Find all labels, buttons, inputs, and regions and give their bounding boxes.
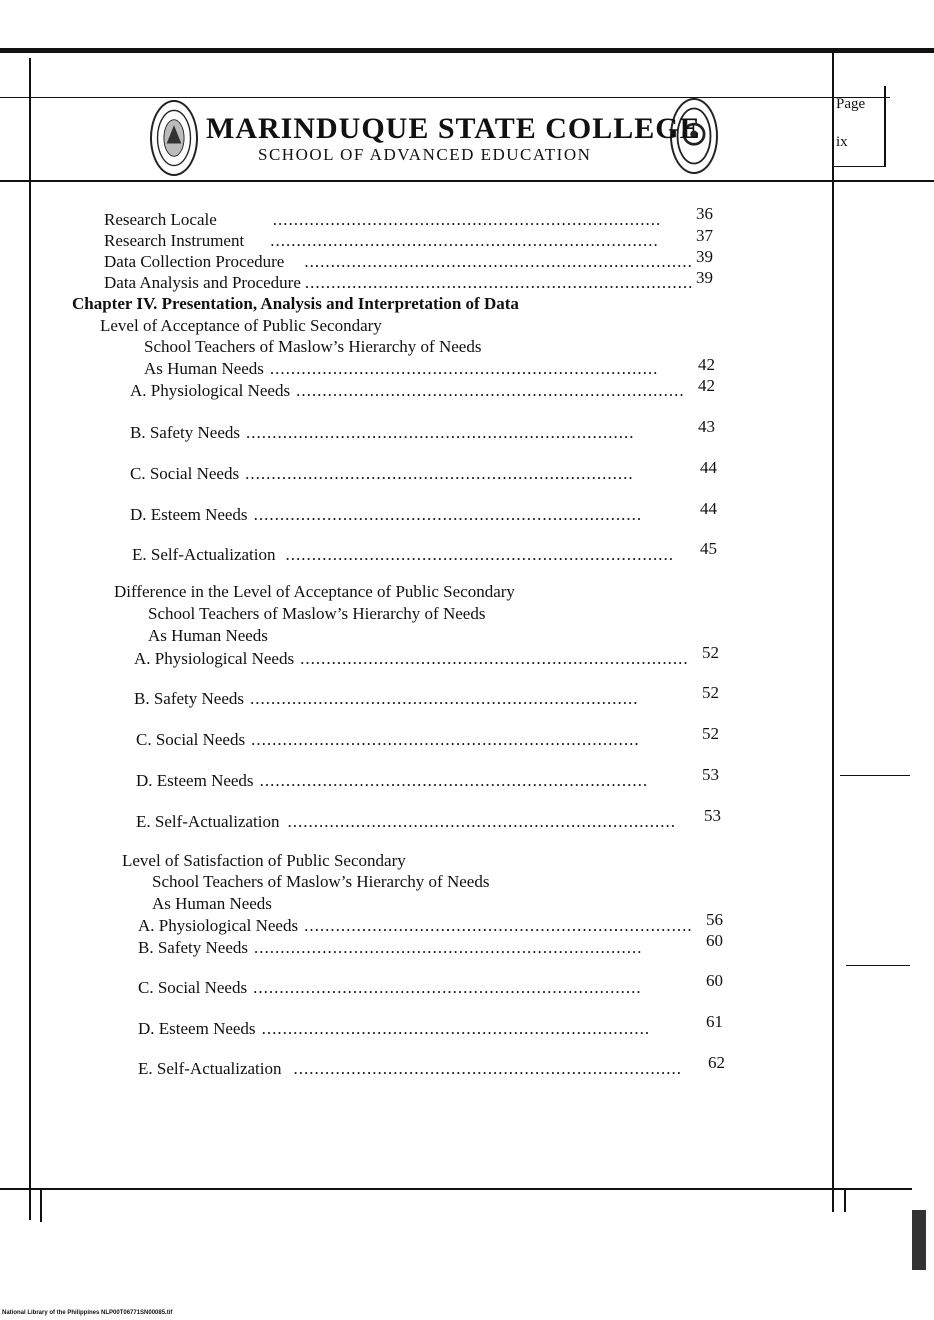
toc-entry: B. Safety Needs .......................................................................... — [138, 938, 643, 957]
left-border — [29, 58, 31, 1220]
toc-entry: C. Social Needs .......................................................................... — [138, 978, 642, 997]
bottom-right-tick — [844, 1188, 846, 1212]
toc-entry: E. Self-Actualization .......................................................................... — [136, 812, 677, 831]
scan-footer: National Library of the Philippines NLP00T06771SN00085.tif — [2, 1310, 173, 1316]
chapter-heading: Chapter IV. Presentation, Analysis and Interpretation of Data — [72, 294, 519, 313]
top-border — [0, 48, 934, 53]
toc-page: 52 — [702, 683, 719, 702]
toc-entry: E. Self-Actualization .......................................................................... — [132, 545, 675, 564]
toc-entry: C. Social Needs .......................................................................... — [136, 730, 640, 749]
toc-page: 42 — [698, 355, 715, 374]
toc-section-heading: School Teachers of Maslow’s Hierarchy of Needs — [144, 337, 482, 356]
toc-entry: A. Physiological Needs .......................................................................... — [138, 916, 693, 935]
toc-page: 37 — [696, 226, 713, 245]
header-top-rule — [0, 97, 890, 98]
margin-tick-1 — [840, 775, 910, 776]
toc-entry: B. Safety Needs .......................................................................... — [130, 423, 635, 442]
toc-page: 60 — [706, 971, 723, 990]
toc-entry: As Human Needs .......................................................................... — [144, 359, 659, 378]
toc-entry: Research Locale .......................................................................... — [104, 210, 662, 229]
toc-page: 53 — [702, 765, 719, 784]
header-bottom-rule — [0, 180, 934, 182]
toc-section-heading: Difference in the Level of Acceptance of Public Secondary — [114, 582, 515, 601]
toc-entry: D. Esteem Needs .......................................................................... — [130, 505, 643, 524]
toc-section-heading: Level of Satisfaction of Public Secondary — [122, 851, 406, 870]
college-seal-left — [150, 100, 198, 176]
bottom-left-tick — [40, 1188, 42, 1222]
toc-page: 52 — [702, 643, 719, 662]
toc-page: 39 — [696, 247, 713, 266]
toc-entry: A. Physiological Needs .......................................................................... — [130, 381, 685, 400]
toc-page: 45 — [700, 539, 717, 558]
toc-page: 53 — [704, 806, 721, 825]
page-box-right — [884, 86, 886, 166]
toc-entry: B. Safety Needs .......................................................................... — [134, 689, 639, 708]
toc-entry: C. Social Needs .......................................................................... — [130, 464, 634, 483]
toc-page: 44 — [700, 458, 717, 477]
toc-page: 52 — [702, 724, 719, 743]
school-name: SCHOOL OF ADVANCED EDUCATION — [258, 145, 592, 164]
toc-entry: Data Collection Procedure .......................................................................... — [104, 252, 693, 271]
toc-entry: D. Esteem Needs .......................................................................... — [136, 771, 649, 790]
seal-left-icon — [152, 102, 196, 174]
toc-section-heading: Level of Acceptance of Public Secondary — [100, 316, 382, 335]
toc-page: 61 — [706, 1012, 723, 1031]
toc-entry: E. Self-Actualization .......................................................................... — [138, 1059, 683, 1078]
toc-page: 60 — [706, 931, 723, 950]
page-box-bottom — [834, 166, 886, 167]
page-label: Page — [836, 96, 866, 112]
scan-edge-right — [912, 1210, 926, 1270]
toc-page: 42 — [698, 376, 715, 395]
toc-section-heading: School Teachers of Maslow’s Hierarchy of Needs — [152, 872, 490, 891]
toc-entry: Data Analysis and Procedure .......................................................................... — [104, 273, 694, 292]
page-number: ix — [836, 134, 848, 150]
toc-page: 43 — [698, 417, 715, 436]
toc-entry: Research Instrument .......................................................................... — [104, 231, 659, 250]
toc-page: 36 — [696, 204, 713, 223]
toc-entry: D. Esteem Needs .......................................................................... — [138, 1019, 651, 1038]
college-name: MARINDUQUE STATE COLLEGE — [206, 112, 701, 145]
toc-page: 39 — [696, 268, 713, 287]
toc-page: 62 — [708, 1053, 725, 1072]
toc-entry: A. Physiological Needs .......................................................................... — [134, 649, 689, 668]
margin-tick-2 — [846, 965, 910, 966]
toc-page: 56 — [706, 910, 723, 929]
toc-section-heading: As Human Needs — [148, 626, 268, 645]
toc-section-heading: School Teachers of Maslow’s Hierarchy of Needs — [148, 604, 486, 623]
bottom-rule — [0, 1188, 912, 1190]
right-border — [832, 52, 834, 1212]
toc-section-heading: As Human Needs — [152, 894, 272, 913]
toc-page: 44 — [700, 499, 717, 518]
